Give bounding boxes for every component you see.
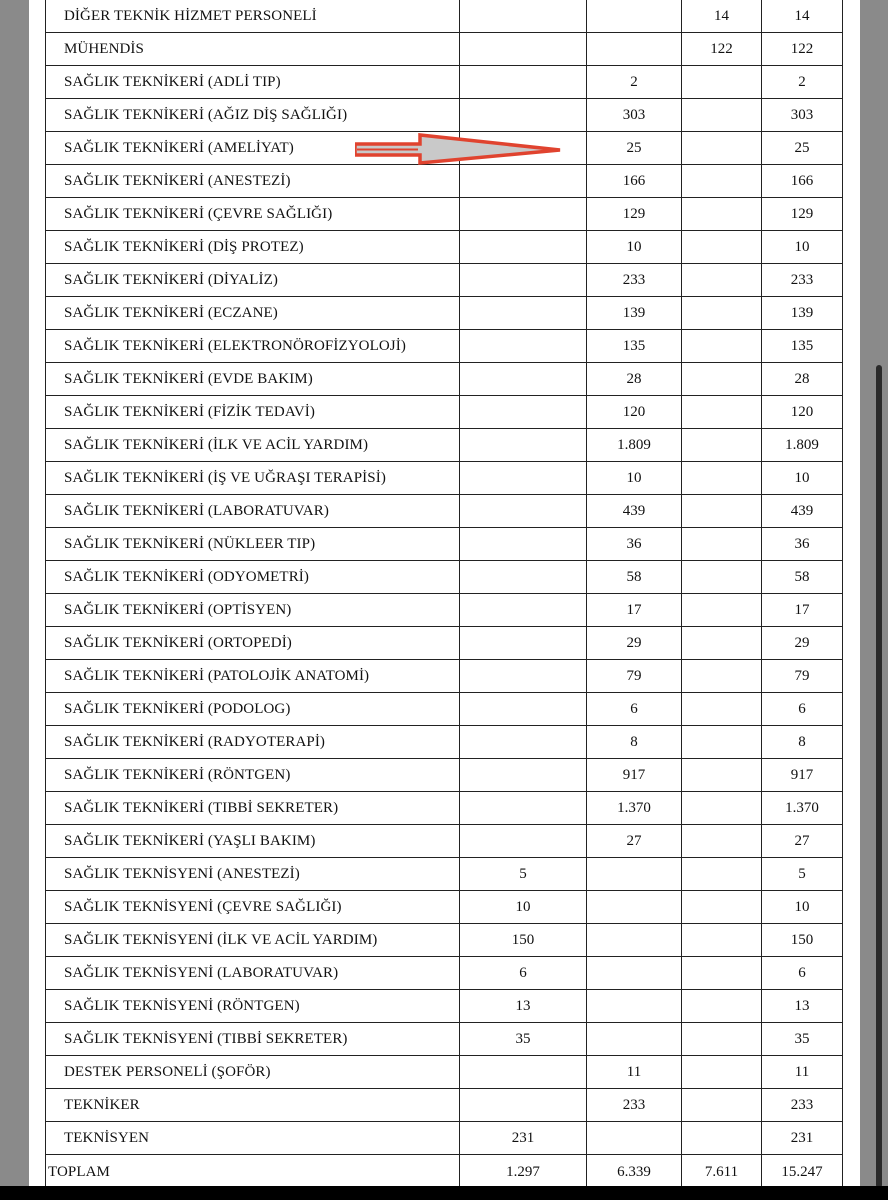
value-cell-c2: 36	[587, 528, 682, 561]
table-row	[46, 792, 843, 825]
value-cell-c1	[460, 198, 587, 231]
value-cell-c2: 139	[587, 297, 682, 330]
value-cell-c3	[682, 726, 762, 759]
value-cell-c2: 28	[587, 363, 682, 396]
value-cell-c2: 17	[587, 594, 682, 627]
row-label-cell: SAĞLIK TEKNİKERİ (ANESTEZİ)	[46, 165, 460, 198]
value-cell-c2	[587, 957, 682, 990]
table-row	[46, 825, 843, 858]
scrollbar[interactable]	[876, 365, 882, 1188]
row-label-cell: TEKNİSYEN	[46, 1122, 460, 1155]
value-cell-c2: 10	[587, 231, 682, 264]
value-cell-c1: 5	[460, 858, 587, 891]
table-row	[46, 1023, 843, 1056]
value-cell-c1	[460, 528, 587, 561]
total-cell: 917	[762, 759, 843, 792]
row-label-cell: SAĞLIK TEKNİSYENİ (TIBBİ SEKRETER)	[46, 1023, 460, 1056]
total-cell: 1.809	[762, 429, 843, 462]
total-cell: 5	[762, 858, 843, 891]
value-cell-c1	[460, 594, 587, 627]
total-cell: 10	[762, 462, 843, 495]
value-cell-c3	[682, 462, 762, 495]
value-cell-c3	[682, 990, 762, 1023]
total-cell: 150	[762, 924, 843, 957]
value-cell-c3	[682, 165, 762, 198]
row-label-cell: SAĞLIK TEKNİKERİ (PODOLOG)	[46, 693, 460, 726]
row-label-cell: SAĞLIK TEKNİKERİ (RADYOTERAPİ)	[46, 726, 460, 759]
document-page	[29, 0, 860, 1186]
total-row	[46, 1155, 843, 1187]
value-cell-c2: 233	[587, 1089, 682, 1122]
table-row	[46, 1056, 843, 1089]
value-cell-c3	[682, 924, 762, 957]
value-cell-c1	[460, 660, 587, 693]
total-cell: 2	[762, 66, 843, 99]
value-cell-c1	[460, 462, 587, 495]
value-cell-c2: 1.370	[587, 792, 682, 825]
row-label-cell: SAĞLIK TEKNİKERİ (İLK VE ACİL YARDIM)	[46, 429, 460, 462]
row-label-cell: SAĞLIK TEKNİKERİ (ADLİ TIP)	[46, 66, 460, 99]
total-cell: 166	[762, 165, 843, 198]
value-cell-c1	[460, 561, 587, 594]
total-cell: 122	[762, 33, 843, 66]
total-cell: 231	[762, 1122, 843, 1155]
value-cell-c2	[587, 858, 682, 891]
row-label-cell: SAĞLIK TEKNİKERİ (AĞIZ DİŞ SAĞLIĞI)	[46, 99, 460, 132]
row-label-cell: SAĞLIK TEKNİSYENİ (LABORATUVAR)	[46, 957, 460, 990]
table-row	[46, 990, 843, 1023]
row-label-cell: SAĞLIK TEKNİKERİ (OPTİSYEN)	[46, 594, 460, 627]
row-label-cell: SAĞLIK TEKNİKERİ (ORTOPEDİ)	[46, 627, 460, 660]
total-cell: 79	[762, 660, 843, 693]
table-row	[46, 99, 843, 132]
row-label-cell: SAĞLIK TEKNİKERİ (İŞ VE UĞRAŞI TERAPİSİ)	[46, 462, 460, 495]
table-row	[46, 66, 843, 99]
value-cell-c1: 35	[460, 1023, 587, 1056]
row-label-cell: SAĞLIK TEKNİKERİ (LABORATUVAR)	[46, 495, 460, 528]
value-cell-c1: 231	[460, 1122, 587, 1155]
value-cell-c1	[460, 396, 587, 429]
table-row	[46, 891, 843, 924]
value-cell-c2: 135	[587, 330, 682, 363]
total-cell: 10	[762, 231, 843, 264]
value-cell-c1	[460, 1056, 587, 1089]
value-cell-c2: 6	[587, 693, 682, 726]
table-row	[46, 1122, 843, 1155]
value-cell-c3	[682, 1056, 762, 1089]
row-label-cell: DİĞER TEKNİK HİZMET PERSONELİ	[46, 0, 460, 33]
value-cell-c2	[587, 0, 682, 33]
value-cell-c2: 6.339	[587, 1155, 682, 1187]
value-cell-c1	[460, 33, 587, 66]
row-label-cell: DESTEK PERSONELİ (ŞOFÖR)	[46, 1056, 460, 1089]
staff-table	[45, 0, 843, 1186]
total-cell: 233	[762, 264, 843, 297]
total-cell: 15.247	[762, 1155, 843, 1187]
value-cell-c1: 6	[460, 957, 587, 990]
value-cell-c1	[460, 0, 587, 33]
value-cell-c3	[682, 858, 762, 891]
value-cell-c2: 79	[587, 660, 682, 693]
value-cell-c3	[682, 825, 762, 858]
value-cell-c1	[460, 429, 587, 462]
value-cell-c3	[682, 429, 762, 462]
row-label-cell: SAĞLIK TEKNİKERİ (DİYALİZ)	[46, 264, 460, 297]
value-cell-c2: 439	[587, 495, 682, 528]
value-cell-c1	[460, 693, 587, 726]
table-row	[46, 693, 843, 726]
total-cell: 17	[762, 594, 843, 627]
total-cell: 11	[762, 1056, 843, 1089]
value-cell-c2: 917	[587, 759, 682, 792]
value-cell-c2: 2	[587, 66, 682, 99]
table-row	[46, 363, 843, 396]
table-row	[46, 759, 843, 792]
value-cell-c1	[460, 297, 587, 330]
value-cell-c3	[682, 99, 762, 132]
row-label-cell: SAĞLIK TEKNİSYENİ (ÇEVRE SAĞLIĞI)	[46, 891, 460, 924]
table-row	[46, 396, 843, 429]
value-cell-c2: 25	[587, 132, 682, 165]
table-row	[46, 1089, 843, 1122]
table-row	[46, 297, 843, 330]
value-cell-c1	[460, 825, 587, 858]
total-cell: 27	[762, 825, 843, 858]
total-cell: 10	[762, 891, 843, 924]
value-cell-c2: 166	[587, 165, 682, 198]
value-cell-c1	[460, 363, 587, 396]
value-cell-c3	[682, 891, 762, 924]
value-cell-c3	[682, 660, 762, 693]
value-cell-c1	[460, 495, 587, 528]
row-label-cell: SAĞLIK TEKNİSYENİ (RÖNTGEN)	[46, 990, 460, 1023]
value-cell-c2: 303	[587, 99, 682, 132]
value-cell-c2: 8	[587, 726, 682, 759]
total-cell: 58	[762, 561, 843, 594]
value-cell-c2: 120	[587, 396, 682, 429]
row-label-cell: SAĞLIK TEKNİKERİ (ODYOMETRİ)	[46, 561, 460, 594]
value-cell-c3	[682, 231, 762, 264]
value-cell-c1	[460, 264, 587, 297]
row-label-cell: SAĞLIK TEKNİSYENİ (ANESTEZİ)	[46, 858, 460, 891]
value-cell-c3: 14	[682, 0, 762, 33]
table-row	[46, 726, 843, 759]
table-row	[46, 0, 843, 33]
table-row	[46, 231, 843, 264]
total-cell: 439	[762, 495, 843, 528]
value-cell-c2: 10	[587, 462, 682, 495]
value-cell-c2: 233	[587, 264, 682, 297]
value-cell-c3	[682, 528, 762, 561]
total-cell: 6	[762, 693, 843, 726]
value-cell-c1	[460, 759, 587, 792]
value-cell-c3	[682, 264, 762, 297]
table-row	[46, 165, 843, 198]
value-cell-c3	[682, 1023, 762, 1056]
value-cell-c2: 58	[587, 561, 682, 594]
total-cell: 233	[762, 1089, 843, 1122]
total-cell: 35	[762, 1023, 843, 1056]
row-label-cell: SAĞLIK TEKNİKERİ (ECZANE)	[46, 297, 460, 330]
total-cell: 129	[762, 198, 843, 231]
value-cell-c2: 27	[587, 825, 682, 858]
table-row	[46, 462, 843, 495]
row-label-cell: SAĞLIK TEKNİKERİ (ÇEVRE SAĞLIĞI)	[46, 198, 460, 231]
row-label-cell: TOPLAM	[46, 1155, 460, 1187]
value-cell-c1	[460, 792, 587, 825]
total-cell: 25	[762, 132, 843, 165]
table-row	[46, 561, 843, 594]
value-cell-c1	[460, 726, 587, 759]
value-cell-c3	[682, 627, 762, 660]
value-cell-c3	[682, 198, 762, 231]
value-cell-c1	[460, 99, 587, 132]
total-cell: 303	[762, 99, 843, 132]
total-cell: 139	[762, 297, 843, 330]
row-label-cell: SAĞLIK TEKNİKERİ (RÖNTGEN)	[46, 759, 460, 792]
value-cell-c1	[460, 231, 587, 264]
value-cell-c1	[460, 165, 587, 198]
value-cell-c3	[682, 1089, 762, 1122]
table-row	[46, 495, 843, 528]
bottom-bar	[0, 1186, 888, 1200]
value-cell-c3	[682, 330, 762, 363]
value-cell-c3	[682, 132, 762, 165]
row-label-cell: SAĞLIK TEKNİKERİ (EVDE BAKIM)	[46, 363, 460, 396]
table-row	[46, 528, 843, 561]
row-label-cell: SAĞLIK TEKNİKERİ (ELEKTRONÖROFİZYOLOJİ)	[46, 330, 460, 363]
value-cell-c1	[460, 627, 587, 660]
value-cell-c1	[460, 1089, 587, 1122]
value-cell-c2	[587, 924, 682, 957]
row-label-cell: SAĞLIK TEKNİKERİ (AMELİYAT)	[46, 132, 460, 165]
value-cell-c3	[682, 594, 762, 627]
row-label-cell: SAĞLIK TEKNİKERİ (YAŞLI BAKIM)	[46, 825, 460, 858]
value-cell-c1: 150	[460, 924, 587, 957]
total-cell: 29	[762, 627, 843, 660]
value-cell-c3	[682, 759, 762, 792]
row-label-cell: SAĞLIK TEKNİKERİ (NÜKLEER TIP)	[46, 528, 460, 561]
table-body	[46, 0, 843, 1186]
value-cell-c1	[460, 330, 587, 363]
table-row	[46, 33, 843, 66]
value-cell-c2: 1.809	[587, 429, 682, 462]
value-cell-c2	[587, 891, 682, 924]
value-cell-c3	[682, 957, 762, 990]
total-cell: 8	[762, 726, 843, 759]
value-cell-c1: 10	[460, 891, 587, 924]
value-cell-c2	[587, 1023, 682, 1056]
value-cell-c3: 7.611	[682, 1155, 762, 1187]
value-cell-c2: 11	[587, 1056, 682, 1089]
table-row	[46, 858, 843, 891]
row-label-cell: SAĞLIK TEKNİSYENİ (İLK VE ACİL YARDIM)	[46, 924, 460, 957]
table-row	[46, 660, 843, 693]
total-cell: 135	[762, 330, 843, 363]
total-cell: 36	[762, 528, 843, 561]
value-cell-c2	[587, 990, 682, 1023]
value-cell-c3	[682, 66, 762, 99]
table-row	[46, 264, 843, 297]
table-row	[46, 924, 843, 957]
value-cell-c2: 129	[587, 198, 682, 231]
total-cell: 6	[762, 957, 843, 990]
value-cell-c3	[682, 363, 762, 396]
value-cell-c3: 122	[682, 33, 762, 66]
table-row	[46, 957, 843, 990]
value-cell-c3	[682, 792, 762, 825]
value-cell-c1: 1.297	[460, 1155, 587, 1187]
value-cell-c3	[682, 396, 762, 429]
table-row	[46, 594, 843, 627]
row-label-cell: SAĞLIK TEKNİKERİ (FİZİK TEDAVİ)	[46, 396, 460, 429]
total-cell: 120	[762, 396, 843, 429]
table-row	[46, 429, 843, 462]
value-cell-c2	[587, 33, 682, 66]
value-cell-c3	[682, 1122, 762, 1155]
value-cell-c3	[682, 495, 762, 528]
total-cell: 13	[762, 990, 843, 1023]
table-row	[46, 330, 843, 363]
table-row	[46, 627, 843, 660]
value-cell-c2	[587, 1122, 682, 1155]
table-row	[46, 198, 843, 231]
red-arrow-icon	[355, 132, 561, 166]
total-cell: 28	[762, 363, 843, 396]
value-cell-c3	[682, 693, 762, 726]
value-cell-c1: 13	[460, 990, 587, 1023]
total-cell: 14	[762, 0, 843, 33]
row-label-cell: SAĞLIK TEKNİKERİ (PATOLOJİK ANATOMİ)	[46, 660, 460, 693]
row-label-cell: TEKNİKER	[46, 1089, 460, 1122]
row-label-cell: SAĞLIK TEKNİKERİ (DİŞ PROTEZ)	[46, 231, 460, 264]
value-cell-c3	[682, 561, 762, 594]
row-label-cell: SAĞLIK TEKNİKERİ (TIBBİ SEKRETER)	[46, 792, 460, 825]
value-cell-c1	[460, 66, 587, 99]
value-cell-c2: 29	[587, 627, 682, 660]
value-cell-c3	[682, 297, 762, 330]
row-label-cell: MÜHENDİS	[46, 33, 460, 66]
total-cell: 1.370	[762, 792, 843, 825]
